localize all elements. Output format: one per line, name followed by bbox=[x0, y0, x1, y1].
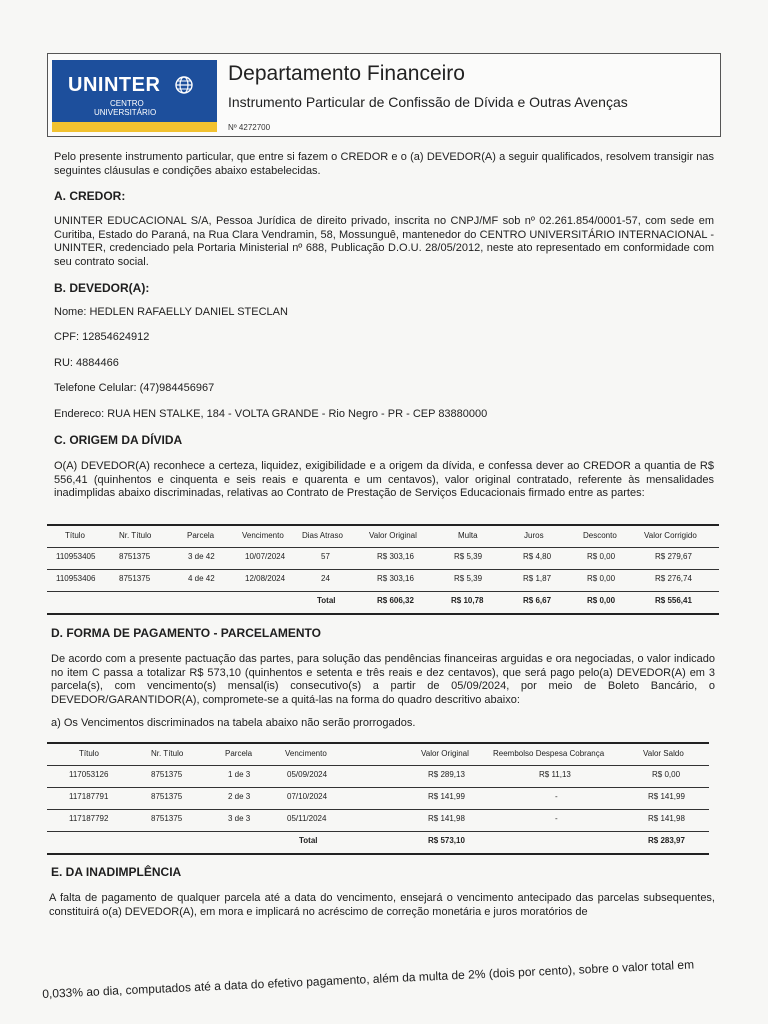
col-header: Valor Original bbox=[369, 531, 417, 540]
section-a-title: A. CREDOR: bbox=[54, 189, 126, 203]
cell-titulo: 110953405 bbox=[56, 552, 96, 561]
cell-multa: R$ 5,39 bbox=[454, 574, 483, 583]
col-header: Vencimento bbox=[242, 531, 284, 540]
cell-valor-saldo: R$ 141,99 bbox=[648, 792, 685, 801]
cell-valor-saldo: R$ 0,00 bbox=[652, 770, 681, 779]
col-header: Nr. Título bbox=[151, 749, 184, 758]
col-header: Juros bbox=[524, 531, 544, 540]
table-row bbox=[47, 786, 709, 808]
section-d-note: a) Os Vencimentos discriminados na tabela abaixo não serão prorrogados. bbox=[51, 717, 416, 729]
cell-valor-original: R$ 141,98 bbox=[428, 814, 465, 823]
cell-valor-original: R$ 303,16 bbox=[377, 552, 414, 561]
cell-vencimento: 05/11/2024 bbox=[287, 814, 327, 823]
section-c-title: C. ORIGEM DA DÍVIDA bbox=[54, 433, 183, 447]
col-header: Nr. Título bbox=[119, 531, 152, 540]
logo-stripe bbox=[52, 122, 217, 132]
logo-subtitle: CENTRO bbox=[110, 99, 144, 108]
document-header bbox=[47, 53, 721, 137]
debtor-name: Nome: HEDLEN RAFAELLY DANIEL STECLAN bbox=[54, 306, 288, 318]
document-number: Nº 4272700 bbox=[228, 123, 271, 132]
col-header: Título bbox=[65, 531, 86, 540]
logo-brand: UNINTER bbox=[68, 74, 161, 96]
cell-vencimento: 12/08/2024 bbox=[245, 574, 286, 583]
section-d-title: D. FORMA DE PAGAMENTO - PARCELAMENTO bbox=[51, 626, 321, 640]
total-juros: R$ 6,67 bbox=[523, 596, 552, 605]
table-total-row bbox=[47, 590, 719, 612]
table-total-row bbox=[47, 830, 709, 852]
cell-nr-titulo: 8751375 bbox=[151, 814, 183, 823]
total-desconto: R$ 0,00 bbox=[587, 596, 616, 605]
cell-vencimento: 07/10/2024 bbox=[287, 792, 328, 801]
cell-vencimento: 10/07/2024 bbox=[245, 552, 286, 561]
section-e-title: E. DA INADIMPLÊNCIA bbox=[51, 865, 182, 879]
cell-reembolso: - bbox=[555, 792, 558, 801]
col-header: Valor Corrigido bbox=[644, 531, 697, 540]
debt-origin-table bbox=[47, 524, 719, 616]
section-b-title: B. DEVEDOR(A): bbox=[54, 281, 150, 295]
department-title: Departamento Financeiro bbox=[228, 62, 465, 85]
col-header: Parcela bbox=[225, 749, 253, 758]
uninter-logo bbox=[52, 60, 217, 132]
cell-parcela: 4 de 42 bbox=[188, 574, 215, 583]
cell-desconto: R$ 0,00 bbox=[587, 552, 616, 561]
intro-paragraph: Pelo presente instrumento particular, que entre si fazem o CREDOR e o (a) DEVEDOR(A) a seguir qualificados, resolvem transigir nas seguintes cláusulas e condições abaixo estabelecidas. bbox=[54, 151, 714, 177]
cell-titulo: 110953406 bbox=[56, 574, 96, 583]
col-header: Vencimento bbox=[285, 749, 327, 758]
table-rule bbox=[47, 853, 709, 855]
cell-nr-titulo: 8751375 bbox=[151, 770, 183, 779]
cell-parcela: 2 de 3 bbox=[228, 792, 251, 801]
cell-valor-original: R$ 141,99 bbox=[428, 792, 465, 801]
debtor-ru: RU: 4884466 bbox=[54, 357, 119, 369]
total-multa: R$ 10,78 bbox=[451, 596, 484, 605]
section-a-text: UNINTER EDUCACIONAL S/A, Pessoa Jurídica de direito privado, inscrita no CNPJ/MF sob nº 02.261.854/0001-57, com sede em Curitiba, Estado do Paraná, na Rua Clara Vendramin, 58, Mossunguê, mantenedor do CENTRO UNIVERSITÁRIO INTERNACIONAL - UNINTER, credenciado pela Portaria Ministerial nº 688, Publicação D.O.U. 28/05/2012, neste ato representado em conformidade com seu contrato social. bbox=[54, 215, 714, 268]
col-header: Parcela bbox=[187, 531, 215, 540]
debtor-cpf: CPF: 12854624912 bbox=[54, 331, 150, 343]
col-header: Desconto bbox=[583, 531, 617, 540]
table-row bbox=[47, 808, 709, 830]
cell-parcela: 3 de 3 bbox=[228, 814, 251, 823]
col-header: Multa bbox=[458, 531, 478, 540]
cell-reembolso: - bbox=[555, 814, 558, 823]
globe-icon bbox=[174, 75, 194, 95]
installments-table bbox=[47, 742, 709, 857]
cell-reembolso: R$ 11,13 bbox=[539, 770, 571, 779]
cell-nr-titulo: 8751375 bbox=[119, 552, 151, 561]
section-e-continuation: 0,033% ao dia, computados até a data do efetivo pagamento, além da multa de 2% (dois por cento), sobre o valor total em bbox=[41, 957, 695, 1001]
col-header: Título bbox=[79, 749, 100, 758]
total-valor-original: R$ 573,10 bbox=[428, 836, 465, 845]
cell-dias-atraso: 24 bbox=[321, 574, 330, 583]
cell-nr-titulo: 8751375 bbox=[151, 792, 183, 801]
section-c-text: O(A) DEVEDOR(A) reconhece a certeza, liquidez, exigibilidade e a origem da dívida, e confessa dever ao CREDOR a quantia de R$ 556,41 (quinhentos e cinquenta e seis reais e quarenta e um centavos), valor original contratado, referente às mensalidades inadimplidas abaixo discriminadas, relativas ao Contrato de Prestação de Serviços Educacionais firmado entre as partes: bbox=[54, 460, 714, 499]
section-d-text: De acordo com a presente pactuação das partes, para solução das pendências financeiras arguidas e ora negociadas, o valor indicado no item C passa a totalizar R$ 573,10 (quinhentos e setenta e três reais e dez centavos), que será pago pelo(a) DEVEDOR(A) em 3 parcela(s), com vencimento(s) mensal(is) consecutivo(s) a partir de 05/09/2024, por meio de Boleto Bancário, o DEVEDOR/GARANTIDOR(A), compromete-se a quitá-las na forma do quadro descritivo abaixo: bbox=[51, 653, 715, 706]
total-label: Total bbox=[299, 836, 318, 845]
debtor-address: Endereco: RUA HEN STALKE, 184 - VOLTA GRANDE - Rio Negro - PR - CEP 83880000 bbox=[54, 408, 488, 420]
cell-juros: R$ 1,87 bbox=[523, 574, 552, 583]
cell-titulo: 117053126 bbox=[69, 770, 109, 779]
cell-nr-titulo: 8751375 bbox=[119, 574, 151, 583]
cell-valor-original: R$ 303,16 bbox=[377, 574, 414, 583]
logo-subtitle: UNIVERSITÁRIO bbox=[94, 108, 157, 117]
total-valor-original: R$ 606,32 bbox=[377, 596, 414, 605]
instrument-title: Instrumento Particular de Confissão de Dívida e Outras Avenças bbox=[228, 94, 628, 110]
cell-parcela: 1 de 3 bbox=[228, 770, 251, 779]
table-header-row bbox=[47, 525, 719, 547]
table-row bbox=[47, 764, 709, 786]
table-row bbox=[47, 546, 719, 568]
cell-multa: R$ 5,39 bbox=[454, 552, 483, 561]
col-header: Valor Saldo bbox=[643, 749, 684, 758]
cell-desconto: R$ 0,00 bbox=[587, 574, 616, 583]
col-header: Reembolso Despesa Cobrança bbox=[493, 749, 605, 758]
cell-dias-atraso: 57 bbox=[321, 552, 330, 561]
col-header: Dias Atraso bbox=[302, 531, 343, 540]
total-valor-corrigido: R$ 556,41 bbox=[655, 596, 692, 605]
cell-titulo: 117187792 bbox=[69, 814, 109, 823]
debtor-phone: Telefone Celular: (47)984456967 bbox=[54, 382, 215, 394]
cell-titulo: 117187791 bbox=[69, 792, 109, 801]
cell-vencimento: 05/09/2024 bbox=[287, 770, 328, 779]
total-label: Total bbox=[317, 596, 336, 605]
col-header: Valor Original bbox=[421, 749, 469, 758]
cell-valor-saldo: R$ 141,98 bbox=[648, 814, 685, 823]
cell-valor-corrigido: R$ 279,67 bbox=[655, 552, 692, 561]
table-row bbox=[47, 568, 719, 590]
table-rule bbox=[47, 613, 719, 615]
cell-juros: R$ 4,80 bbox=[523, 552, 552, 561]
cell-valor-corrigido: R$ 276,74 bbox=[655, 574, 692, 583]
cell-parcela: 3 de 42 bbox=[188, 552, 215, 561]
cell-valor-original: R$ 289,13 bbox=[428, 770, 465, 779]
table-header-row bbox=[47, 743, 709, 765]
section-e-text: A falta de pagamento de qualquer parcela até a data do vencimento, ensejará o vencimento antecipado das parcelas subsequentes, constituirá o(a) DEVEDOR(A), em mora e implicará no acréscimo de correção monetária e juros moratórios de bbox=[49, 892, 715, 918]
total-valor-saldo: R$ 283,97 bbox=[648, 836, 685, 845]
